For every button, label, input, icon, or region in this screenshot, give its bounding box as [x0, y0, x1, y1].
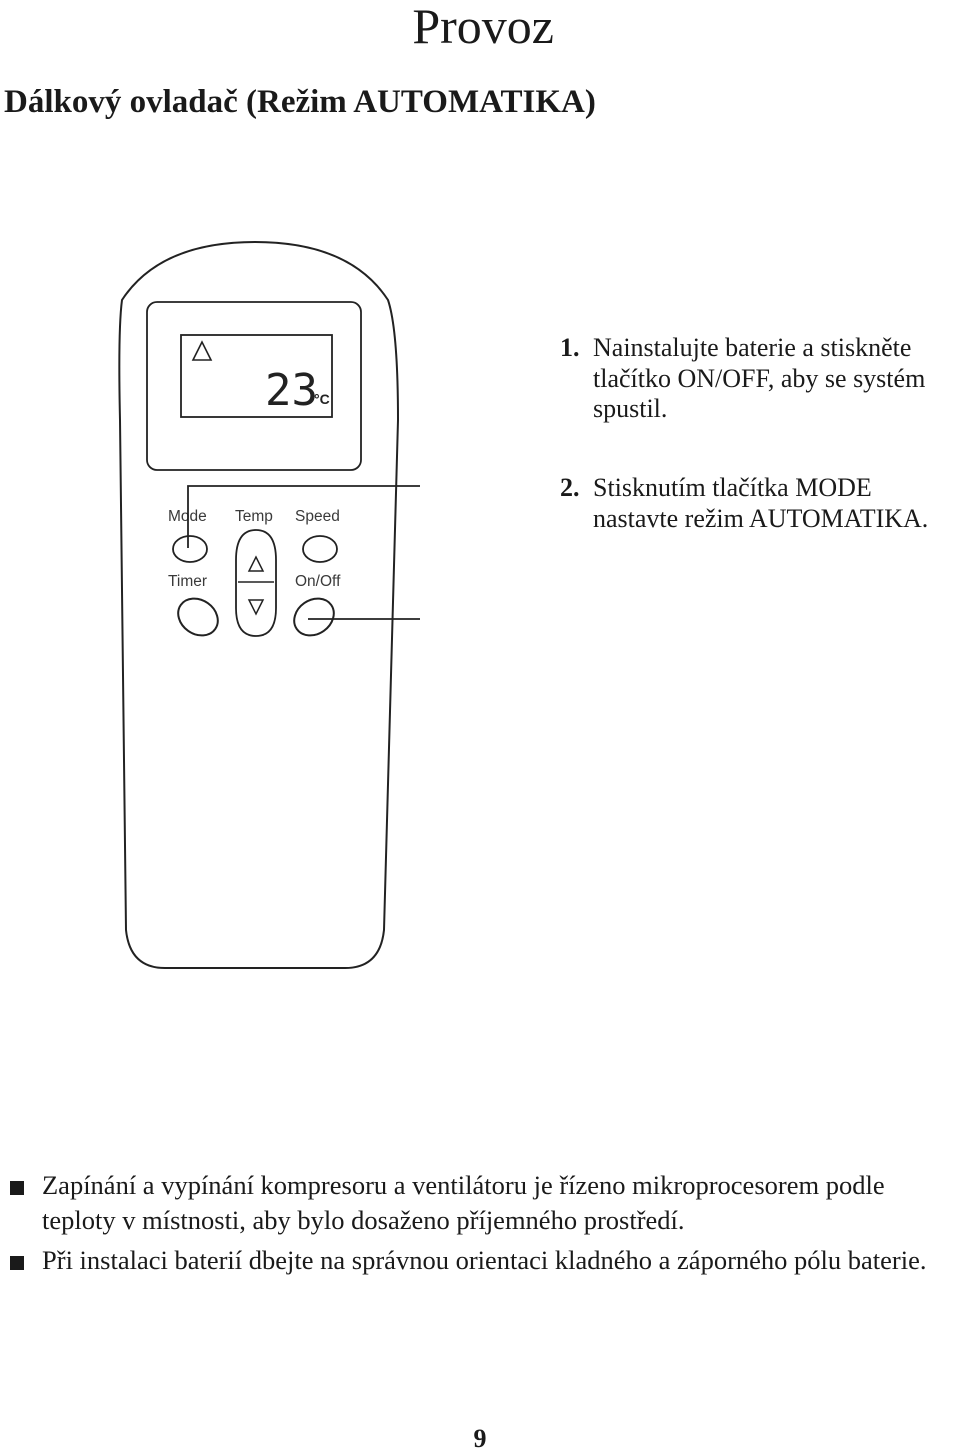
triangle-auto-icon: [193, 342, 211, 360]
onoff-button[interactable]: [287, 591, 341, 643]
speed-button[interactable]: [303, 536, 337, 562]
step-number: 2.: [560, 473, 580, 502]
step-text: Stisknutím tlačítka MODE nastavte režim AUTOMATIKA.: [593, 473, 929, 533]
display-frame: [147, 302, 361, 470]
mode-button[interactable]: [173, 536, 207, 562]
temp-label: Temp: [235, 508, 273, 525]
step-text: Nainstalujte baterie a stiskněte tlačítko ON/OFF, aby se systém spustil.: [593, 333, 926, 423]
temp-rocker-button[interactable]: [236, 530, 276, 636]
timer-button[interactable]: [171, 591, 225, 643]
mode-label: Mode: [168, 508, 207, 525]
page-title: Provoz: [412, 0, 554, 54]
remote-control-illustration: [100, 240, 420, 980]
speed-label: Speed: [295, 508, 340, 525]
step-number: 1.: [560, 333, 580, 362]
bullet-square-icon: [10, 1181, 24, 1195]
page-number: 9: [473, 1424, 487, 1453]
temp-up-icon: [249, 557, 263, 571]
temp-down-icon: [249, 600, 263, 614]
bullet-square-icon: [10, 1256, 24, 1270]
onoff-label: On/Off: [295, 573, 341, 590]
timer-label: Timer: [168, 573, 208, 590]
section-subtitle: Dálkový ovladač (Režim AUTOMATIKA): [4, 84, 596, 120]
note-text: Zapínání a vypínání kompresoru a ventilátoru je řízeno mikroprocesorem podle teploty v místnosti, aby bylo dosaženo příjemného prostředí.: [42, 1170, 885, 1235]
temperature-unit: °C: [314, 391, 330, 407]
note-text: Při instalaci baterií dbejte na správnou orientaci kladného a záporného pólu baterie.: [42, 1245, 927, 1275]
temperature-readout: 23: [265, 365, 318, 416]
remote-body: [119, 242, 398, 968]
